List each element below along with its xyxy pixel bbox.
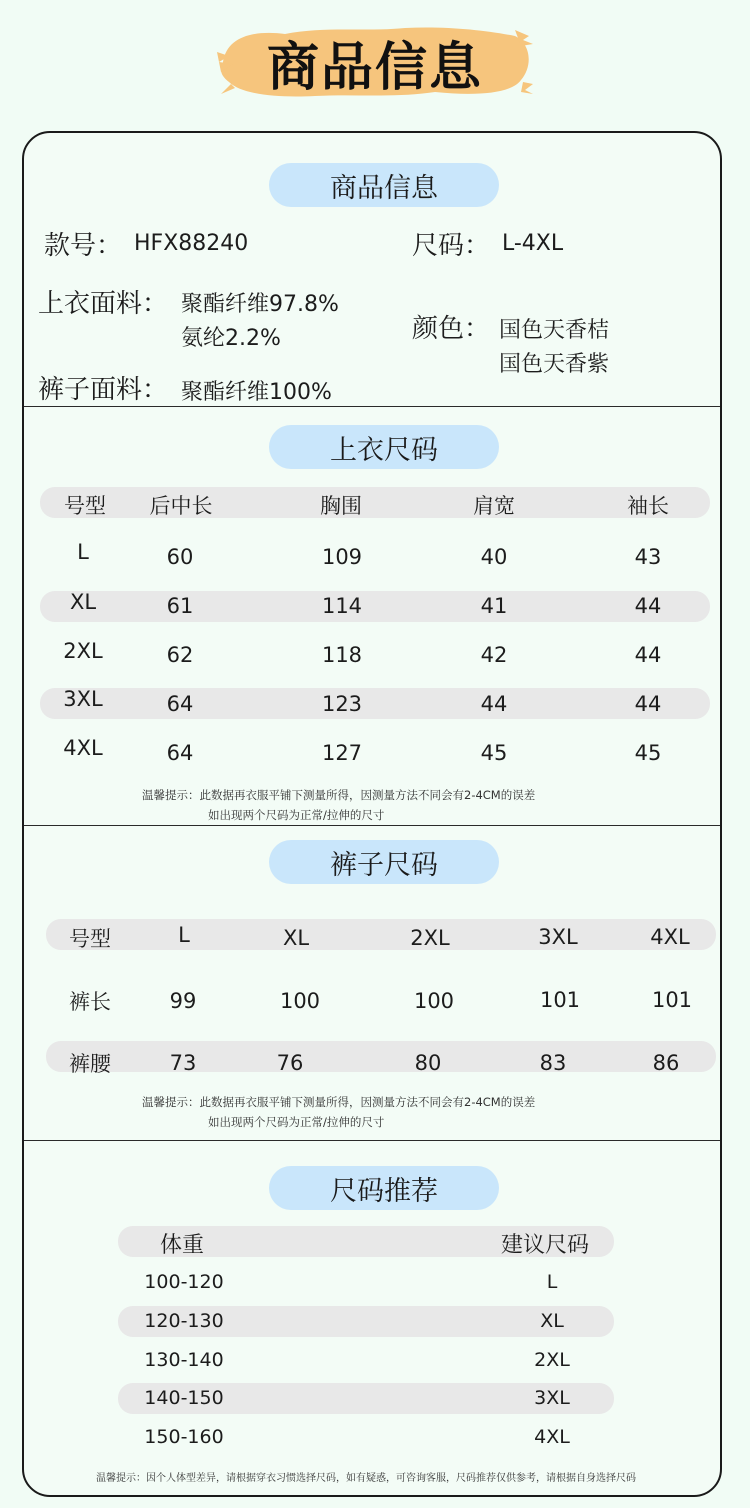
table-cell: 120-130 [144, 1310, 224, 1332]
table-cell: 101 [539, 988, 581, 1012]
table-header-cell: L [178, 923, 190, 947]
table-cell: 101 [651, 988, 693, 1012]
section-divider [24, 406, 720, 407]
table-header-cell: 建议尺码 [500, 1233, 590, 1258]
table-header-cell: 2XL [410, 926, 450, 950]
table-cell: 3XL [63, 687, 103, 711]
table-header-cell: 3XL [538, 925, 578, 949]
table-cell: 64 [166, 741, 194, 765]
table-cell: L [546, 1271, 558, 1293]
table-cell: 64 [166, 692, 194, 716]
size-label: 尺码： [412, 231, 491, 261]
table-cell: 127 [321, 741, 363, 765]
size-value: L-4XL [502, 231, 564, 256]
table-cell: 100 [279, 989, 321, 1013]
measurement-note: 温馨提示：此数据再衣服平铺下测量所得，因测量方法不同会有2-4CM的误差 [142, 788, 536, 802]
table-cell: 45 [480, 741, 508, 765]
table-header-cell: 号型 [69, 927, 111, 951]
table-cell: 118 [321, 643, 363, 667]
banner-title: 商品信息 [266, 37, 483, 98]
table-cell: 99 [169, 989, 197, 1013]
table-cell: 45 [634, 741, 662, 765]
table-cell: 100-120 [144, 1271, 224, 1293]
table-row [40, 591, 710, 622]
section-pill-pants-size: 裤子尺码 [269, 840, 499, 884]
table-cell: 41 [480, 594, 508, 618]
table-cell: 42 [480, 643, 508, 667]
table-header-row [40, 487, 710, 518]
pants-fabric-value: 聚酯纤维100% [181, 380, 332, 405]
section-pill-product-info: 商品信息 [269, 163, 499, 207]
table-cell: 44 [480, 692, 508, 716]
table-header-cell: 后中长 [149, 494, 213, 518]
table-cell: 43 [634, 545, 662, 569]
top-fabric-label: 上衣面料： [38, 289, 169, 319]
table-cell: 150-160 [144, 1426, 224, 1448]
table-header-row [46, 919, 716, 950]
style-label: 款号： [44, 231, 123, 261]
table-cell: 4XL [534, 1426, 570, 1448]
table-cell: 44 [634, 594, 662, 618]
table-header-cell: 4XL [650, 925, 690, 949]
table-header-cell: XL [282, 926, 310, 950]
table-cell: 62 [166, 643, 194, 667]
section-pill-size-recommend: 尺码推荐 [269, 1166, 499, 1210]
table-cell: L [77, 540, 89, 564]
section-divider [24, 1140, 720, 1141]
section-divider [24, 825, 720, 826]
banner [215, 22, 535, 102]
top-fabric-value-1: 聚酯纤维97.8% [181, 292, 339, 317]
top-fabric-value-2: 氨纶2.2% [181, 326, 281, 351]
table-header-cell: 体重 [159, 1233, 205, 1258]
table-cell: 裤长 [69, 990, 111, 1014]
table-cell: 裤腰 [69, 1052, 111, 1076]
table-cell: 44 [634, 643, 662, 667]
table-cell: 100 [413, 989, 455, 1013]
table-cell: 4XL [63, 736, 103, 760]
table-cell: 60 [166, 545, 194, 569]
table-cell: 2XL [63, 639, 103, 663]
table-cell: 61 [166, 594, 194, 618]
table-cell: 80 [414, 1051, 442, 1075]
color-value-1: 国色天香桔 [499, 318, 610, 343]
table-cell: 86 [652, 1051, 680, 1075]
table-header-cell: 肩宽 [473, 494, 515, 518]
table-cell: 114 [321, 594, 363, 618]
color-label: 颜色： [412, 314, 491, 344]
table-cell: 2XL [534, 1349, 570, 1371]
table-header-cell: 袖长 [627, 494, 669, 518]
table-row [46, 1041, 716, 1072]
recommend-note: 温馨提示：因个人体型差异，请根据穿衣习惯选择尺码，如有疑惑，可咨询客服，尺码推荐仅供参考，请根据自身选择尺码 [96, 1473, 636, 1484]
table-cell: 123 [321, 692, 363, 716]
table-cell: 83 [539, 1051, 567, 1075]
table-row [40, 688, 710, 719]
table-cell: 40 [480, 545, 508, 569]
measurement-note: 温馨提示：此数据再衣服平铺下测量所得，因测量方法不同会有2-4CM的误差 [142, 1095, 536, 1109]
measurement-note: 如出现两个尺码为正常/拉伸的尺寸 [208, 808, 385, 822]
table-header-cell: 胸围 [320, 494, 362, 518]
table-cell: 130-140 [144, 1349, 224, 1371]
measurement-note: 如出现两个尺码为正常/拉伸的尺寸 [208, 1115, 385, 1129]
table-cell: 76 [276, 1051, 304, 1075]
style-value: HFX88240 [134, 231, 249, 256]
table-cell: 3XL [534, 1387, 570, 1409]
table-cell: 73 [169, 1051, 197, 1075]
table-header-cell: 号型 [64, 494, 106, 518]
color-value-2: 国色天香紫 [499, 352, 610, 377]
table-cell: XL [69, 590, 97, 614]
table-cell: XL [540, 1310, 564, 1332]
info-card [22, 131, 722, 1497]
table-cell: 109 [321, 545, 363, 569]
pants-fabric-label: 裤子面料： [38, 375, 169, 405]
section-pill-top-size: 上衣尺码 [269, 425, 499, 469]
table-cell: 140-150 [144, 1387, 224, 1409]
table-cell: 44 [634, 692, 662, 716]
